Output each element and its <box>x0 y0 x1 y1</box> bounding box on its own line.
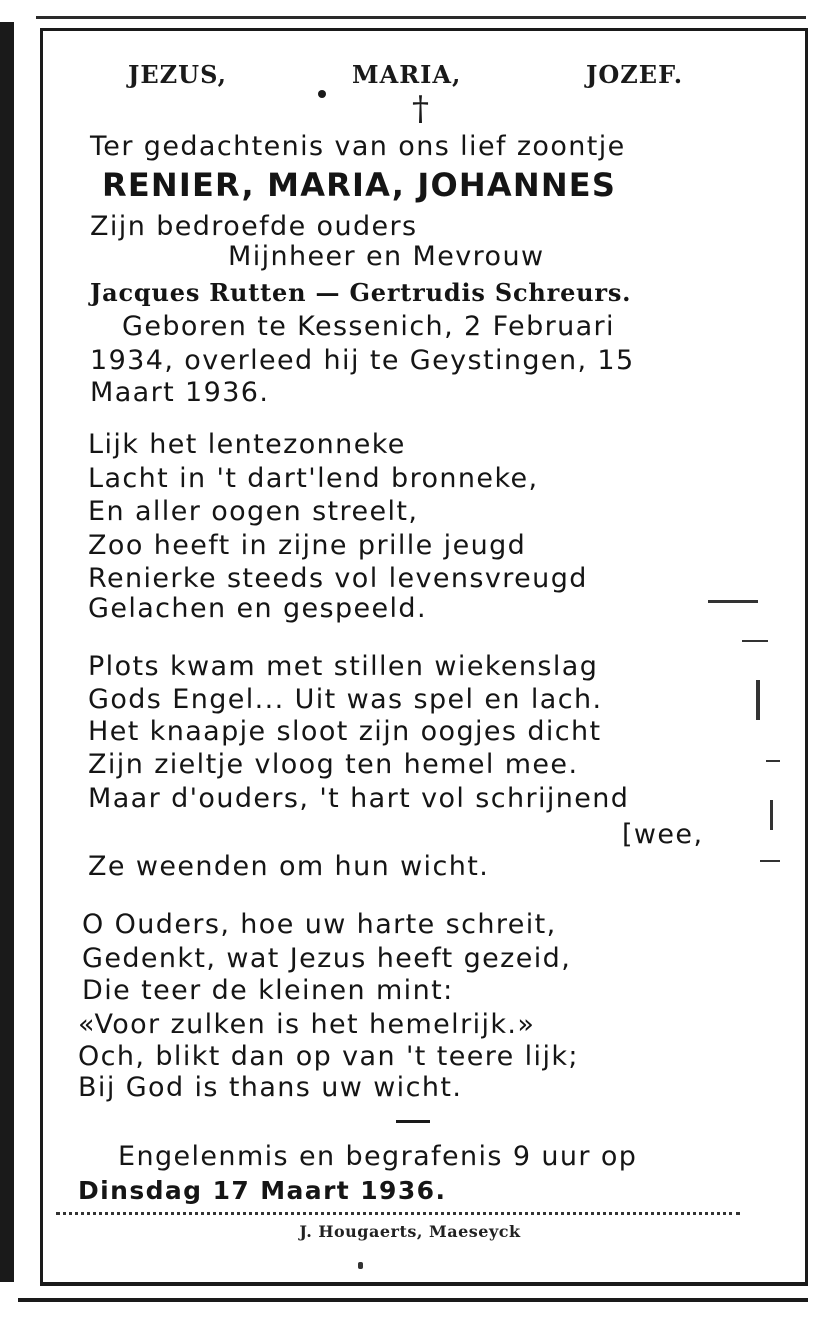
intro-line-3: Zijn bedroefde ouders <box>90 211 418 242</box>
stanza1-line: Renierke steeds vol levensvreugd <box>88 563 588 594</box>
left-border-bar <box>0 22 14 1282</box>
deceased-name: RENIER, MARIA, JOHANNES <box>102 166 617 204</box>
dotted-divider <box>56 1212 740 1215</box>
print-speck <box>760 860 780 862</box>
stanza1-line: Gelachen en gespeeld. <box>88 593 427 624</box>
printer-credit: J. Hougaerts, Maeseyck <box>299 1222 521 1241</box>
parents-names: Jacques Rutten — Gertrudis Schreurs. <box>90 278 632 307</box>
print-speck <box>756 680 760 720</box>
print-speck <box>742 640 768 642</box>
stanza3-line: Die teer de kleinen mint: <box>82 975 454 1006</box>
stanza2-line: Ze weenden om hun wicht. <box>88 851 490 882</box>
stanza2-line: Maar d'ouders, 't hart vol schrijnend <box>88 783 630 814</box>
header-jozef: JOZEF. <box>586 60 684 89</box>
header-maria: MARIA, <box>352 60 462 89</box>
stanza2-line: Zijn zieltje vloog ten hemel mee. <box>88 749 579 780</box>
stanza3-line: «Voor zulken is het hemelrijk.» <box>78 1009 536 1040</box>
bottom-border-line <box>18 1298 808 1302</box>
top-border-line <box>36 16 806 19</box>
stanza2-line: Het knaapje sloot zijn oogjes dicht <box>88 716 602 747</box>
stanza2-line: Plots kwam met stillen wiekenslag <box>88 651 599 682</box>
stanza1-line: Lijk het lentezonneke <box>88 429 406 460</box>
dot-mark <box>318 90 326 98</box>
stanza3-line: Och, blikt dan op van 't teere lijk; <box>78 1041 579 1072</box>
birth-line-2: 1934, overleed hij te Geystingen, 15 <box>90 345 635 376</box>
print-speck <box>766 760 780 762</box>
stanza1-line: Lacht in 't dart'lend bronneke, <box>88 463 539 494</box>
stanza1-line: En aller oogen streelt, <box>88 496 419 527</box>
stanza3-line: Gedenkt, wat Jezus heeft gezeid, <box>82 943 572 974</box>
print-speck <box>708 600 758 603</box>
funeral-line-2: Dinsdag 17 Maart 1936. <box>78 1176 447 1205</box>
intro-line-4: Mijnheer en Mevrouw <box>228 241 545 272</box>
stanza1-line: Zoo heeft in zijne prille jeugd <box>88 530 527 561</box>
birth-line-1: Geboren te Kessenich, 2 Februari <box>122 311 615 342</box>
header-jezus: JEZUS, <box>128 60 227 89</box>
print-speck <box>770 800 773 830</box>
cross-icon: † <box>412 89 429 129</box>
print-speck <box>358 1262 363 1269</box>
birth-line-3: Maart 1936. <box>90 377 270 408</box>
stanza2-line: [wee, <box>622 819 704 850</box>
separator-dash <box>396 1120 430 1123</box>
funeral-line-1: Engelenmis en begrafenis 9 uur op <box>118 1141 638 1172</box>
stanza3-line: Bij God is thans uw wicht. <box>78 1072 463 1103</box>
stanza3-line: O Ouders, hoe uw harte schreit, <box>82 909 557 940</box>
intro-line-1: Ter gedachtenis van ons lief zoontje <box>90 131 626 162</box>
stanza2-line: Gods Engel... Uit was spel en lach. <box>88 684 603 715</box>
